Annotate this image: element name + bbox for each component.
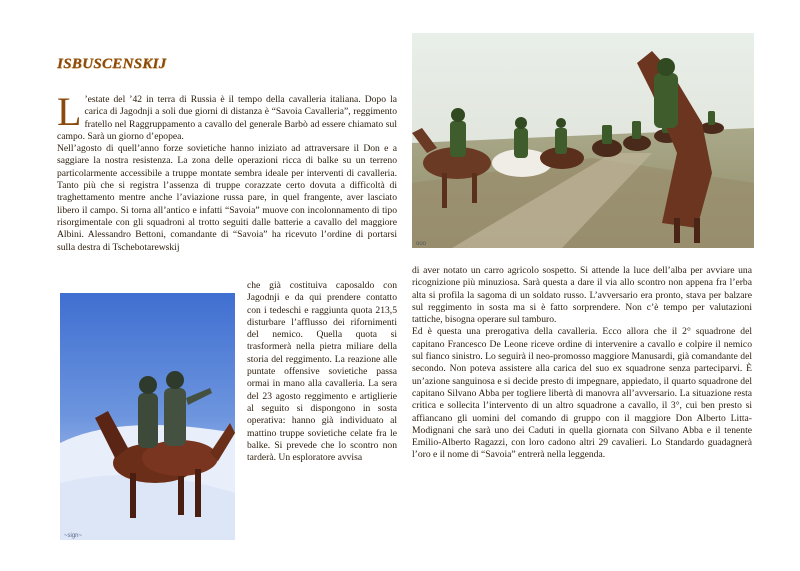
horsemen-painting: [60, 293, 235, 540]
svg-text:~sign~: ~sign~: [64, 533, 83, 539]
page-title: ISBUSCENSKIJ: [57, 56, 167, 72]
article-paragraph-intro: ’estate del ’42 in terra di Russia è il tempo della cavalleria italiana. Dopo la carica di Jagodnji a soli due giorni di distanza è “Savoia Cavalleria”, reggimento fratello nel Raggruppamento a cavallo del generale Barbò ad essere chiamato sul campo. Sarà un giorno d’epopea.: [57, 94, 397, 142]
cavalry-charge-photo: [412, 33, 754, 248]
article-paragraph-dawn: di aver notato un carro agricolo sospetto. Si attende la luce dell’alba per avviare una ricognizione più minuziosa. Sarà questa a dare il via allo scontro non appena fra l’erba alta si profila la sagoma di un soldato russo. L’avversario era pronto, stava per balzare sul reggimento in sosta ma si è fatto sorprendere. Non c’è tempo per valutazioni tattiche, bisogna operare sul tamburo.: [412, 265, 752, 326]
article-paragraph-charge: Ed è questa una prerogativa della cavalleria. Ecco allora che il 2° squadrone del capitano Francesco De Leone riceve ordine di intervenire a cavallo e colpire il nemico sul fianco sinistro. Lo seguirà il neo-promosso maggiore Manusardi, già comandante del secondo. Non poteva assistere alla carica del suo ex squadrone senza parteciparvi. È un’azione sanguinosa e si decide presto di impegnare, appiedato, il quarto squadrone del capitano Silvano Abba per togliere libertà di manovra all’avversario. La situazione resta critica e sollecita l’intervento di un altro squadrone a cavallo, il 3°, cui ben presto si affiancano gli uomini del comando di gruppo con il maggiore Don Alberto Litta-Modignani che sarà uno dei Caduti in quella giornata con Silvano Abba e il tenente Emilio-Alberto Ragazzi, con loro cadono altri 29 cavalieri. Lo Standardo guadagnerà l’oro e il nome di “Savoia” entrerà nella leggenda.: [412, 326, 752, 461]
article-paragraph-august: Nell’agosto di quell’anno forze sovietiche hanno iniziato ad attraversare il Don e a saggiare la nostra resistenza. La zona delle operazioni ricca di balke su un terreno particolarmente accessibile a truppe montate sembra ideale per interventi di cavalleria. Tanto più che si registra l’assenza di truppe corazzate certo dovuta a difficoltà di traghettamento mentre anche l’aviazione russa pare, in quel frangente, aver lasciato libero il campo. Si torna all’antico e infatti “Savoia” muove con incolonnamento di tipo risorgimentale con gli squadroni al trotto seguiti dalle batterie a cavallo del maggiore Albini. Alessandro Bettoni, comandante di “Savoia” ha ricevuto l’ordine di portarsi sulla destra di Tschebotarewskij: [57, 143, 397, 253]
article-column-right: [412, 265, 752, 462]
drop-cap: L: [57, 89, 82, 134]
svg-text:ooo: ooo: [416, 241, 427, 247]
article-column-left: [57, 89, 397, 254]
article-paragraph-continued: che già costituiva caposaldo con Jagodnji e da qui prendere contatto con i tedeschi e raggiunta quota 213,5 disturbare l’afflusso dei rifornimenti del nemico. Quella quota si trasformerà nella pietra miliare della storia del reggimento. La reazione alle puntate offensive sovietiche passa ormai in mano alla cavalleria. La sera del 23 agosto reggimento e artiglierie al seguito si dispongono in sosta operativa: hanno già individuato al mattino truppe sovietiche celate fra le balke. Si prevede che lo scontro non tarderà. Un esploratore avvisa: [247, 280, 397, 464]
article-column-left-narrow: [247, 280, 397, 464]
